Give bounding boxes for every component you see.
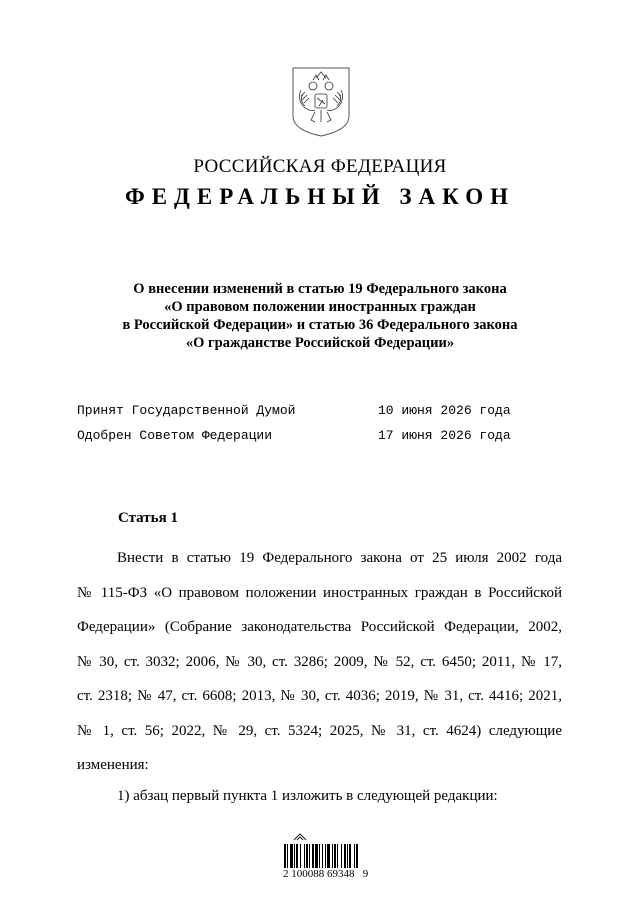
- law-title-line: О внесении изменений в статью 19 Федерального закона: [133, 281, 507, 297]
- paragraph-line: Внести в статью 19 Федерального закона от 25 июля 2002 года: [117, 550, 562, 566]
- paragraph-line: № 30, ст. 3032; 2006, № 30, ст. 3286; 2009, № 52, ст. 6450; 2011, № 17,: [77, 653, 562, 670]
- coat-of-arms-emblem: [289, 64, 353, 138]
- approved-date: 17 июня 2026 года: [378, 428, 511, 443]
- law-title-line: «О правовом положении иностранных граждан: [164, 299, 476, 315]
- approved-label: Одобрен Советом Федерации: [77, 428, 273, 443]
- barcode-bars: [283, 844, 373, 868]
- paragraph-line: ст. 2318; № 47, ст. 6608; 2013, № 30, ст. 4036; 2019, № 31, ст. 4416; 2021,: [77, 688, 562, 704]
- adopted-label: Принят Государственной Думой: [77, 403, 296, 418]
- article-heading: Статья 1: [118, 510, 178, 526]
- barcode-number: 2 100088 69348 9: [283, 868, 369, 880]
- adopted-date: 10 июня 2026 года: [378, 403, 511, 418]
- paragraph-line: № 1, ст. 56; 2022, № 29, ст. 5324; 2025, № 31, ст. 4624) следующие: [77, 722, 562, 739]
- paragraph-line: Федерации» (Собрание законодательства Российской Федерации, 2002,: [77, 619, 562, 635]
- paragraph-line: изменения:: [77, 757, 149, 773]
- law-type-heading: ФЕДЕРАЛЬНЫЙ ЗАКОН: [124, 184, 516, 209]
- law-title-line: в Российской Федерации» и статью 36 Федерального закона: [122, 317, 518, 333]
- article-paragraph: [77, 541, 562, 783]
- list-item-1: 1) абзац первый пункта 1 изложить в следующей редакции:: [117, 788, 498, 804]
- law-title: [70, 280, 570, 352]
- country-heading: РОССИЙСКАЯ ФЕДЕРАЦИЯ: [193, 156, 447, 177]
- issuer-mark-icon: [293, 832, 307, 842]
- law-title-line: «О гражданстве Российской Федерации»: [185, 335, 455, 351]
- paragraph-line: № 115-ФЗ «О правовом положении иностранных граждан в Российской: [77, 584, 562, 601]
